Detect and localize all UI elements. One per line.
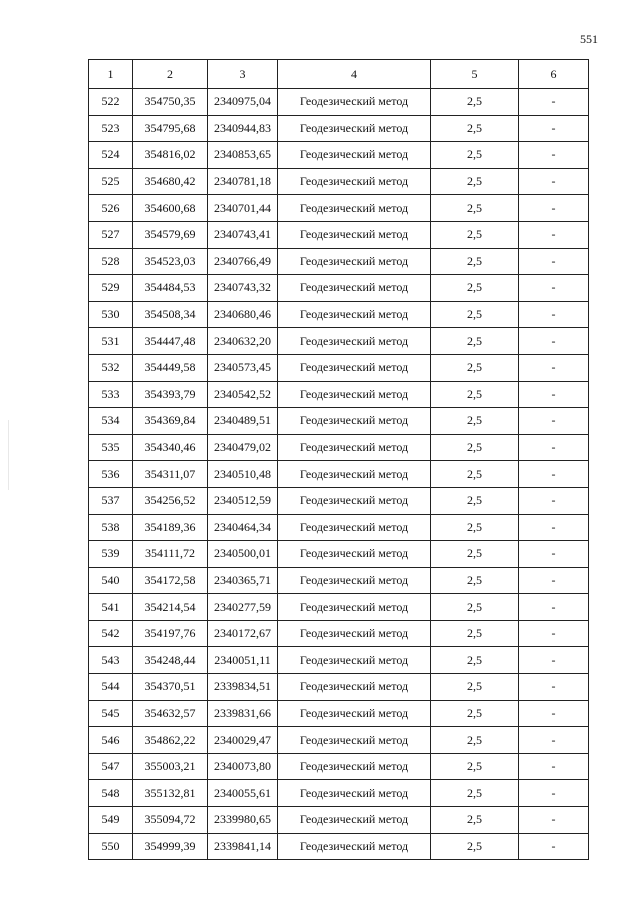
table-row xyxy=(89,567,589,594)
note-cell: - xyxy=(519,142,589,169)
method-cell: Геодезический метод xyxy=(278,780,431,807)
table-row xyxy=(89,514,589,541)
error-value-cell: 2,5 xyxy=(431,461,519,488)
point-number-cell: 523 xyxy=(89,115,133,142)
error-value-cell: 2,5 xyxy=(431,195,519,222)
point-number-cell: 541 xyxy=(89,594,133,621)
note-cell: - xyxy=(519,301,589,328)
method-cell: Геодезический метод xyxy=(278,168,431,195)
x-coordinate-cell: 354449,58 xyxy=(133,354,208,381)
table-row xyxy=(89,301,589,328)
error-value-cell: 2,5 xyxy=(431,674,519,701)
point-number-cell: 524 xyxy=(89,142,133,169)
error-value-cell: 2,5 xyxy=(431,594,519,621)
y-coordinate-cell: 2339834,51 xyxy=(208,674,278,701)
x-coordinate-cell: 354579,69 xyxy=(133,221,208,248)
column-header: 3 xyxy=(208,60,278,89)
method-cell: Геодезический метод xyxy=(278,221,431,248)
error-value-cell: 2,5 xyxy=(431,807,519,834)
error-value-cell: 2,5 xyxy=(431,541,519,568)
table-row xyxy=(89,248,589,275)
table-row xyxy=(89,408,589,435)
error-value-cell: 2,5 xyxy=(431,142,519,169)
table-row xyxy=(89,381,589,408)
method-cell: Геодезический метод xyxy=(278,487,431,514)
table-row xyxy=(89,620,589,647)
column-header: 5 xyxy=(431,60,519,89)
method-cell: Геодезический метод xyxy=(278,541,431,568)
note-cell: - xyxy=(519,727,589,754)
method-cell: Геодезический метод xyxy=(278,434,431,461)
method-cell: Геодезический метод xyxy=(278,328,431,355)
point-number-cell: 534 xyxy=(89,408,133,435)
y-coordinate-cell: 2340975,04 xyxy=(208,89,278,116)
point-number-cell: 547 xyxy=(89,753,133,780)
error-value-cell: 2,5 xyxy=(431,514,519,541)
note-cell: - xyxy=(519,753,589,780)
y-coordinate-cell: 2340853,65 xyxy=(208,142,278,169)
error-value-cell: 2,5 xyxy=(431,700,519,727)
method-cell: Геодезический метод xyxy=(278,620,431,647)
note-cell: - xyxy=(519,647,589,674)
note-cell: - xyxy=(519,434,589,461)
point-number-cell: 526 xyxy=(89,195,133,222)
y-coordinate-cell: 2340172,67 xyxy=(208,620,278,647)
error-value-cell: 2,5 xyxy=(431,381,519,408)
y-coordinate-cell: 2340365,71 xyxy=(208,567,278,594)
y-coordinate-cell: 2340464,34 xyxy=(208,514,278,541)
page-number: 551 xyxy=(580,32,598,46)
y-coordinate-cell: 2340573,45 xyxy=(208,354,278,381)
table-header-row xyxy=(89,60,589,89)
error-value-cell: 2,5 xyxy=(431,647,519,674)
x-coordinate-cell: 354750,35 xyxy=(133,89,208,116)
error-value-cell: 2,5 xyxy=(431,487,519,514)
y-coordinate-cell: 2340489,51 xyxy=(208,408,278,435)
note-cell: - xyxy=(519,807,589,834)
point-number-cell: 538 xyxy=(89,514,133,541)
method-cell: Геодезический метод xyxy=(278,142,431,169)
y-coordinate-cell: 2340510,48 xyxy=(208,461,278,488)
x-coordinate-cell: 354484,53 xyxy=(133,275,208,302)
y-coordinate-cell: 2340542,52 xyxy=(208,381,278,408)
table-row xyxy=(89,833,589,860)
note-cell: - xyxy=(519,514,589,541)
method-cell: Геодезический метод xyxy=(278,647,431,674)
note-cell: - xyxy=(519,115,589,142)
x-coordinate-cell: 354447,48 xyxy=(133,328,208,355)
method-cell: Геодезический метод xyxy=(278,727,431,754)
point-number-cell: 549 xyxy=(89,807,133,834)
method-cell: Геодезический метод xyxy=(278,700,431,727)
point-number-cell: 527 xyxy=(89,221,133,248)
note-cell: - xyxy=(519,221,589,248)
x-coordinate-cell: 354214,54 xyxy=(133,594,208,621)
point-number-cell: 528 xyxy=(89,248,133,275)
note-cell: - xyxy=(519,381,589,408)
error-value-cell: 2,5 xyxy=(431,301,519,328)
note-cell: - xyxy=(519,620,589,647)
note-cell: - xyxy=(519,780,589,807)
error-value-cell: 2,5 xyxy=(431,328,519,355)
method-cell: Геодезический метод xyxy=(278,89,431,116)
y-coordinate-cell: 2340632,20 xyxy=(208,328,278,355)
error-value-cell: 2,5 xyxy=(431,275,519,302)
y-coordinate-cell: 2340277,59 xyxy=(208,594,278,621)
column-header: 6 xyxy=(519,60,589,89)
method-cell: Геодезический метод xyxy=(278,248,431,275)
note-cell: - xyxy=(519,275,589,302)
table-row xyxy=(89,700,589,727)
point-number-cell: 522 xyxy=(89,89,133,116)
note-cell: - xyxy=(519,354,589,381)
method-cell: Геодезический метод xyxy=(278,594,431,621)
y-coordinate-cell: 2339841,14 xyxy=(208,833,278,860)
table-row xyxy=(89,221,589,248)
y-coordinate-cell: 2340781,18 xyxy=(208,168,278,195)
x-coordinate-cell: 354340,46 xyxy=(133,434,208,461)
y-coordinate-cell: 2340701,44 xyxy=(208,195,278,222)
note-cell: - xyxy=(519,89,589,116)
note-cell: - xyxy=(519,833,589,860)
point-number-cell: 550 xyxy=(89,833,133,860)
y-coordinate-cell: 2340680,46 xyxy=(208,301,278,328)
error-value-cell: 2,5 xyxy=(431,168,519,195)
table-row xyxy=(89,807,589,834)
point-number-cell: 525 xyxy=(89,168,133,195)
point-number-cell: 537 xyxy=(89,487,133,514)
y-coordinate-cell: 2340479,02 xyxy=(208,434,278,461)
table-body xyxy=(89,89,589,860)
y-coordinate-cell: 2340743,41 xyxy=(208,221,278,248)
y-coordinate-cell: 2340743,32 xyxy=(208,275,278,302)
point-number-cell: 544 xyxy=(89,674,133,701)
method-cell: Геодезический метод xyxy=(278,115,431,142)
x-coordinate-cell: 354197,76 xyxy=(133,620,208,647)
x-coordinate-cell: 354816,02 xyxy=(133,142,208,169)
y-coordinate-cell: 2340944,83 xyxy=(208,115,278,142)
point-number-cell: 531 xyxy=(89,328,133,355)
method-cell: Геодезический метод xyxy=(278,381,431,408)
table-row xyxy=(89,674,589,701)
note-cell: - xyxy=(519,487,589,514)
table-row xyxy=(89,354,589,381)
note-cell: - xyxy=(519,541,589,568)
table-row xyxy=(89,328,589,355)
method-cell: Геодезический метод xyxy=(278,354,431,381)
x-coordinate-cell: 355132,81 xyxy=(133,780,208,807)
point-number-cell: 542 xyxy=(89,620,133,647)
error-value-cell: 2,5 xyxy=(431,727,519,754)
x-coordinate-cell: 354189,36 xyxy=(133,514,208,541)
method-cell: Геодезический метод xyxy=(278,567,431,594)
table-row xyxy=(89,142,589,169)
error-value-cell: 2,5 xyxy=(431,620,519,647)
point-number-cell: 533 xyxy=(89,381,133,408)
note-cell: - xyxy=(519,408,589,435)
method-cell: Геодезический метод xyxy=(278,753,431,780)
table-row xyxy=(89,89,589,116)
error-value-cell: 2,5 xyxy=(431,115,519,142)
x-coordinate-cell: 354999,39 xyxy=(133,833,208,860)
y-coordinate-cell: 2340055,61 xyxy=(208,780,278,807)
error-value-cell: 2,5 xyxy=(431,248,519,275)
method-cell: Геодезический метод xyxy=(278,833,431,860)
y-coordinate-cell: 2340512,59 xyxy=(208,487,278,514)
x-coordinate-cell: 355094,72 xyxy=(133,807,208,834)
x-coordinate-cell: 354256,52 xyxy=(133,487,208,514)
point-number-cell: 532 xyxy=(89,354,133,381)
y-coordinate-cell: 2340051,11 xyxy=(208,647,278,674)
scan-edge-mark xyxy=(8,420,9,490)
error-value-cell: 2,5 xyxy=(431,833,519,860)
table-row xyxy=(89,275,589,302)
table-row xyxy=(89,168,589,195)
column-header: 2 xyxy=(133,60,208,89)
method-cell: Геодезический метод xyxy=(278,514,431,541)
error-value-cell: 2,5 xyxy=(431,89,519,116)
note-cell: - xyxy=(519,248,589,275)
x-coordinate-cell: 354393,79 xyxy=(133,381,208,408)
column-header: 4 xyxy=(278,60,431,89)
x-coordinate-cell: 354369,84 xyxy=(133,408,208,435)
table-row xyxy=(89,541,589,568)
y-coordinate-cell: 2340073,80 xyxy=(208,753,278,780)
y-coordinate-cell: 2340029,47 xyxy=(208,727,278,754)
column-header: 1 xyxy=(89,60,133,89)
method-cell: Геодезический метод xyxy=(278,674,431,701)
note-cell: - xyxy=(519,328,589,355)
x-coordinate-cell: 354600,68 xyxy=(133,195,208,222)
method-cell: Геодезический метод xyxy=(278,301,431,328)
point-number-cell: 545 xyxy=(89,700,133,727)
table-row xyxy=(89,434,589,461)
point-number-cell: 539 xyxy=(89,541,133,568)
table-row xyxy=(89,647,589,674)
x-coordinate-cell: 354680,42 xyxy=(133,168,208,195)
point-number-cell: 530 xyxy=(89,301,133,328)
x-coordinate-cell: 354311,07 xyxy=(133,461,208,488)
x-coordinate-cell: 354795,68 xyxy=(133,115,208,142)
method-cell: Геодезический метод xyxy=(278,275,431,302)
x-coordinate-cell: 354523,03 xyxy=(133,248,208,275)
error-value-cell: 2,5 xyxy=(431,753,519,780)
x-coordinate-cell: 354632,57 xyxy=(133,700,208,727)
error-value-cell: 2,5 xyxy=(431,567,519,594)
method-cell: Геодезический метод xyxy=(278,195,431,222)
error-value-cell: 2,5 xyxy=(431,221,519,248)
point-number-cell: 548 xyxy=(89,780,133,807)
y-coordinate-cell: 2340766,49 xyxy=(208,248,278,275)
y-coordinate-cell: 2340500,01 xyxy=(208,541,278,568)
x-coordinate-cell: 354508,34 xyxy=(133,301,208,328)
error-value-cell: 2,5 xyxy=(431,434,519,461)
table-row xyxy=(89,195,589,222)
point-number-cell: 540 xyxy=(89,567,133,594)
note-cell: - xyxy=(519,567,589,594)
point-number-cell: 546 xyxy=(89,727,133,754)
x-coordinate-cell: 354862,22 xyxy=(133,727,208,754)
note-cell: - xyxy=(519,461,589,488)
y-coordinate-cell: 2339980,65 xyxy=(208,807,278,834)
error-value-cell: 2,5 xyxy=(431,354,519,381)
table-row xyxy=(89,594,589,621)
x-coordinate-cell: 354111,72 xyxy=(133,541,208,568)
method-cell: Геодезический метод xyxy=(278,461,431,488)
error-value-cell: 2,5 xyxy=(431,780,519,807)
table-row xyxy=(89,115,589,142)
point-number-cell: 529 xyxy=(89,275,133,302)
table-row xyxy=(89,780,589,807)
table-row xyxy=(89,753,589,780)
method-cell: Геодезический метод xyxy=(278,408,431,435)
point-number-cell: 535 xyxy=(89,434,133,461)
point-number-cell: 543 xyxy=(89,647,133,674)
note-cell: - xyxy=(519,700,589,727)
x-coordinate-cell: 354172,58 xyxy=(133,567,208,594)
note-cell: - xyxy=(519,168,589,195)
note-cell: - xyxy=(519,674,589,701)
method-cell: Геодезический метод xyxy=(278,807,431,834)
error-value-cell: 2,5 xyxy=(431,408,519,435)
table-row xyxy=(89,461,589,488)
point-number-cell: 536 xyxy=(89,461,133,488)
table-row xyxy=(89,487,589,514)
x-coordinate-cell: 354248,44 xyxy=(133,647,208,674)
x-coordinate-cell: 354370,51 xyxy=(133,674,208,701)
coordinates-table xyxy=(88,59,589,860)
x-coordinate-cell: 355003,21 xyxy=(133,753,208,780)
note-cell: - xyxy=(519,594,589,621)
y-coordinate-cell: 2339831,66 xyxy=(208,700,278,727)
note-cell: - xyxy=(519,195,589,222)
table-row xyxy=(89,727,589,754)
